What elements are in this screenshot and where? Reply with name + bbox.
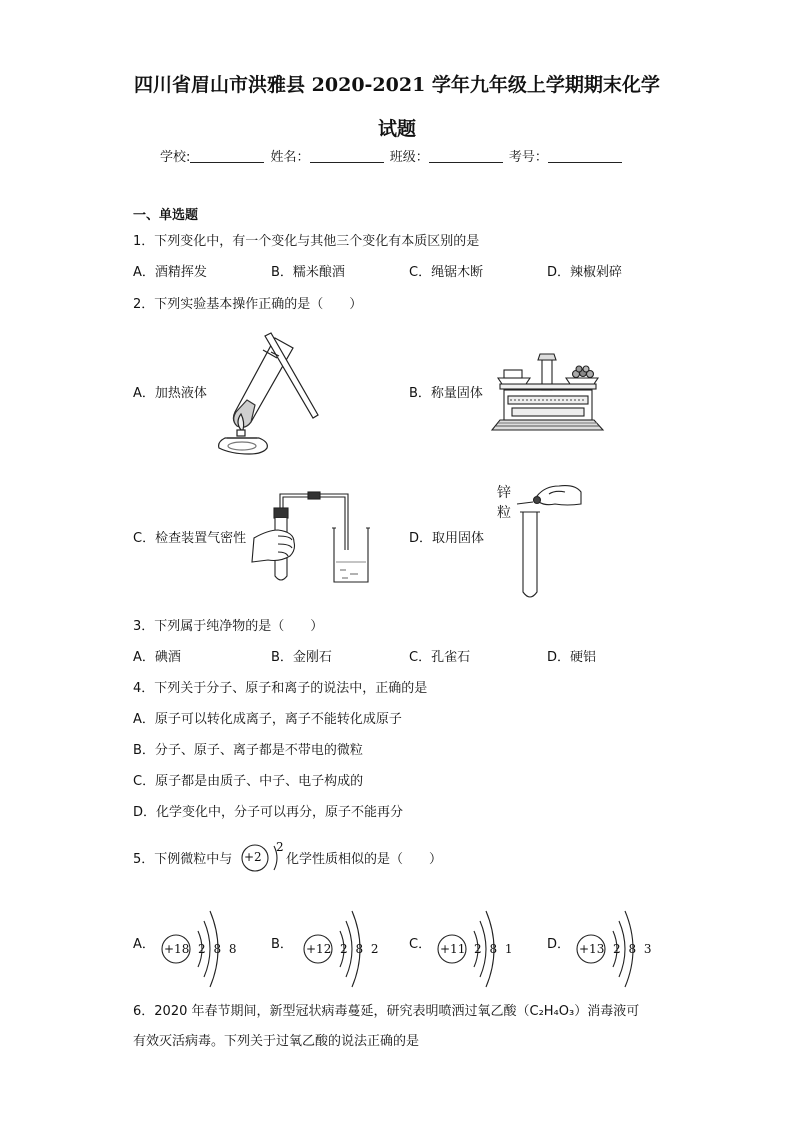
q5-option-d-label: D． (547, 937, 571, 952)
school-blank[interactable] (190, 149, 264, 163)
student-info-line (160, 146, 624, 165)
q3-option-d: D．硬铝 (547, 650, 597, 665)
q2-option-c: C．检查装置气密性 (133, 531, 247, 546)
heating-liquid-illustration (205, 330, 325, 455)
q1-option-d: D．辣椒剁碎 (547, 265, 623, 280)
q5-b-nucleus: +12 (306, 942, 332, 956)
q1-option-a: A．酒精挥发 (133, 265, 207, 280)
q5-b-shells: 2 8 2 (340, 942, 381, 956)
q5-c-shells: 2 8 1 (474, 942, 515, 956)
solid-zinc-illustration (515, 482, 585, 602)
q4-option-d: D．化学变化中，分子可以再分，原子不能再分 (133, 805, 404, 820)
q5-option-a-label: A． (133, 937, 155, 952)
q2-option-b: B．称量固体 (409, 386, 483, 401)
q5-stem-prefix: 5．下例微粒中与 (133, 852, 233, 867)
exam-no-blank[interactable] (548, 149, 622, 163)
q5-ref-nucleus: +2 (244, 850, 262, 864)
name-label: 姓名： (270, 150, 310, 165)
q5-option-c-atom (436, 905, 526, 985)
balance-scale-illustration (490, 352, 605, 432)
zinc-label-1: 锌 (497, 485, 511, 501)
q6-line2: 有效灭活病毒。下列关于过氧乙酸的说法正确的是 (133, 1034, 420, 1049)
school-label: 学校: (160, 150, 191, 165)
q3-option-c: C．孔雀石 (409, 650, 471, 665)
q5-ref-shell: 2 (276, 840, 284, 854)
q2-option-a: A．加热液体 (133, 386, 207, 401)
q5-option-a-atom (160, 905, 250, 985)
section-heading: 一、单选题 (133, 208, 199, 223)
q5-stem-suffix: 化学性质相似的是（ ） (286, 852, 443, 867)
q5-option-c-label: C． (409, 937, 432, 952)
q3-option-b: B．金刚石 (271, 650, 332, 665)
q5-option-b-atom (302, 905, 392, 985)
class-blank[interactable] (429, 149, 503, 163)
q5-reference-atom (238, 840, 284, 876)
exam-no-label: 考号： (508, 150, 548, 165)
class-label: 班级： (389, 150, 429, 165)
airtightness-check-illustration (250, 490, 380, 590)
q4-stem: 4．下列关于分子、原子和离子的说法中，正确的是 (133, 681, 428, 696)
q4-option-b: B．分子、原子、离子都是不带电的微粒 (133, 743, 363, 758)
q5-c-nucleus: +11 (440, 942, 466, 956)
q4-option-c: C．原子都是由质子、中子、电子构成的 (133, 774, 364, 789)
q2-option-d: D．取用固体 (409, 531, 485, 546)
q2-stem: 2．下列实验基本操作正确的是（ ） (133, 297, 363, 312)
q5-d-shells: 2 8 3 (613, 942, 654, 956)
q3-stem: 3．下列属于纯净物的是（ ） (133, 619, 324, 634)
q5-option-b-label: B． (271, 937, 293, 952)
q5-option-d-atom (575, 905, 665, 985)
q1-stem: 1．下列变化中，有一个变化与其他三个变化有本质区别的是 (133, 234, 480, 249)
q4-option-a: A．原子可以转化成离子，离子不能转化成原子 (133, 712, 402, 727)
page-title-line2: 试题 (377, 118, 416, 140)
name-blank[interactable] (310, 149, 384, 163)
page-title: 四川省眉山市洪雅县 2020-2021 学年九年级上学期期末化学 (134, 74, 660, 96)
q3-option-a: A．碘酒 (133, 650, 181, 665)
q5-a-shells: 2 8 8 (198, 942, 239, 956)
q6-line1: 6．2020 年春节期间，新型冠状病毒蔓延，研究表明喷洒过氧乙酸（C₂H₄O₃）消毒液可 (133, 1004, 640, 1019)
zinc-label-2: 粒 (497, 505, 511, 521)
q5-a-nucleus: +18 (164, 942, 190, 956)
q1-option-b: B．糯米酿酒 (271, 265, 345, 280)
q5-d-nucleus: +13 (579, 942, 605, 956)
q1-option-c: C．绳锯木断 (409, 265, 484, 280)
